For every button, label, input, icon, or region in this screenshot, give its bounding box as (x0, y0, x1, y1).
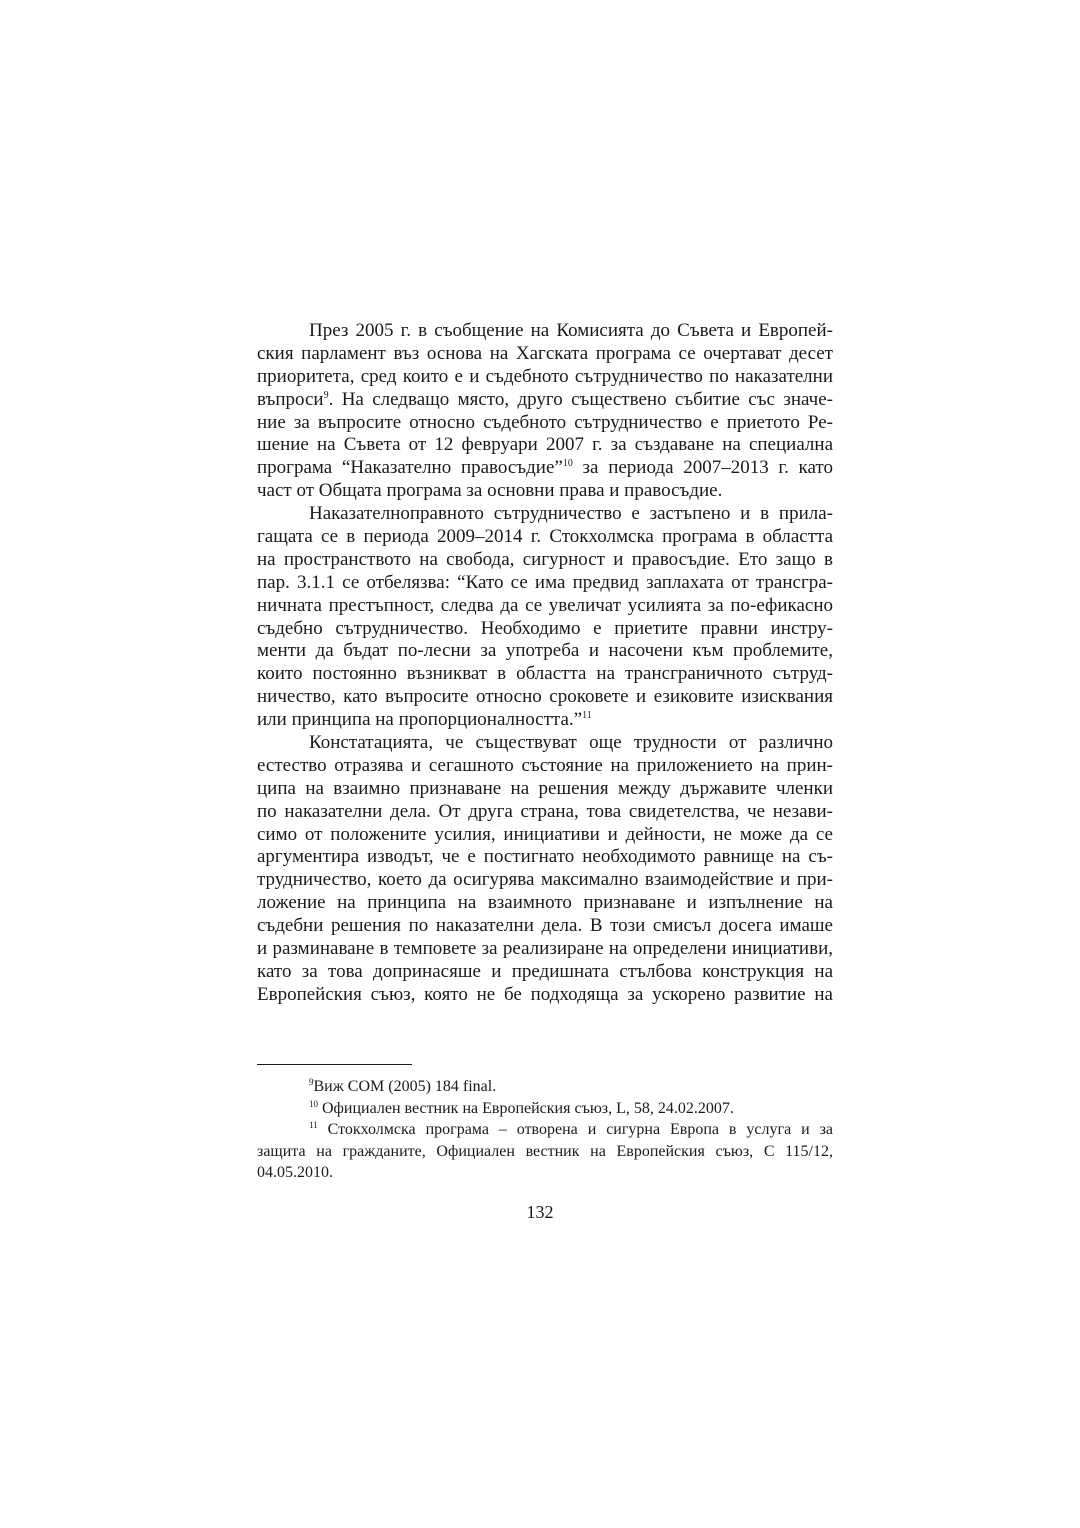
footnote-number: 11 (309, 1120, 318, 1130)
text-line: които постоянно възникват в областта на трансграничното сътруд- (257, 663, 833, 685)
text-line: ския парламент въз основа на Хагската програма се очертават десет (257, 342, 833, 364)
text-fragment: програма “Наказателно правосъдие” (257, 457, 563, 479)
footnote-number: 10 (309, 1098, 318, 1109)
text-line: и разминаване в темповете за реализиране на определени инициативи, (257, 938, 833, 960)
footnote-text: Официален вестник на Европейския съюз, L, 58, 24.02.2007. (322, 1099, 734, 1117)
text-line: ние за въпросите относно съдебното сътрудничество е приетото Ре- (257, 411, 833, 433)
paragraph-3 (257, 732, 833, 1007)
text-line: приоритета, сред които е и съдебното сътрудничество по наказателни (257, 365, 833, 387)
text-line: на пространството на свобода, сигурност и правосъдие. Ето защо в (257, 548, 833, 570)
text-line: Наказателноправното сътрудничество е застъпено и в прила- (309, 503, 833, 525)
text-line: ципа на взаимно признаване на решения между държавите членки (257, 777, 833, 799)
text-fragment: . На следващо място, друго съществено събитие със значе- (328, 388, 833, 410)
text-line (257, 709, 833, 732)
text-line: по наказателни дела. От друга страна, това свидетелства, че незави- (257, 800, 833, 822)
text-line: като за това допринасяше и предишната стълбова конструкция на (257, 960, 833, 982)
footnote-text: Стокхолмска програма – отворена и сигурна Европа в услуга и за (327, 1121, 834, 1138)
page-number: 132 (526, 1202, 554, 1222)
footnote-ref-10[interactable]: 10 (562, 458, 573, 470)
footnote-10 (257, 1098, 833, 1120)
text-line: съдебно сътрудничество. Необходимо е приетите правни инстру- (257, 617, 833, 639)
text-line: През 2005 г. в съобщение на Комисията до Съвета и Европей- (309, 320, 833, 341)
text-line: част от Общата програма за основни права и правосъдие. (257, 480, 723, 502)
text-line: Констатацията, че съществуват още трудности от различно (309, 732, 833, 754)
footnote-line: защита на гражданите, Официален вестник на Европейския съюз, С 115/12, (257, 1142, 833, 1160)
text-line: шение на Съвета от 12 февруари 2007 г. за създаване на специална (257, 434, 833, 456)
main-text (257, 320, 833, 1007)
paragraph-2 (257, 503, 833, 732)
footnote-number: 9 (309, 1077, 314, 1087)
text-line: естество отразява и сегашното състояние на приложението на прин- (257, 754, 833, 776)
text-line: пар. 3.1.1 се отбелязва: “Като се има предвид заплахата от трансгра- (257, 571, 833, 593)
text-line: менти да бъдат по-лесни за употреба и насочени към проблемите, (257, 640, 833, 662)
footnote-separator (257, 1064, 412, 1065)
footnote-11 (257, 1119, 833, 1141)
text-line (257, 457, 833, 480)
text-line: гащата се в периода 2009–2014 г. Стокхолмска програма в областта (257, 526, 833, 548)
footnote-9 (257, 1076, 833, 1098)
text-line: ложение на принципа на взаимното признаване и изпълнение на (257, 892, 833, 914)
text-line: Европейския съюз, която не бе подходяща за ускорено развитие на (257, 983, 833, 1005)
text-line: съдебни решения по наказателни дела. В този смисъл досега имаше (257, 915, 833, 937)
text-fragment: въпроси (257, 388, 324, 410)
text-line: симо от положените усилия, инициативи и дейности, не може да се (257, 823, 833, 845)
text-line: аргументира изводът, че е постигнато необходимото равнище на съ- (257, 846, 833, 868)
text-line: ничната престъпност, следва да се увеличат усилията за по-ефикасно (257, 594, 833, 616)
paragraph-1 (257, 320, 833, 503)
footnote-line: 04.05.2010. (257, 1164, 333, 1181)
text-fragment: за периода 2007–2013 г. като (572, 457, 833, 479)
footnote-ref-9[interactable]: 9 (323, 389, 329, 401)
text-fragment: или принципа на пропорционалността.” (257, 709, 583, 731)
footnotes (257, 1076, 833, 1184)
text-line: трудничество, което да осигурява максимално взаимодействие и при- (257, 869, 833, 891)
text-line: ничество, като въпросите относно сроковете и езиковите изисквания (257, 686, 833, 708)
text-line (257, 389, 833, 412)
footnote-ref-11[interactable]: 11 (582, 710, 592, 722)
footnote-text: Виж COM (2005) 184 final. (313, 1078, 497, 1095)
